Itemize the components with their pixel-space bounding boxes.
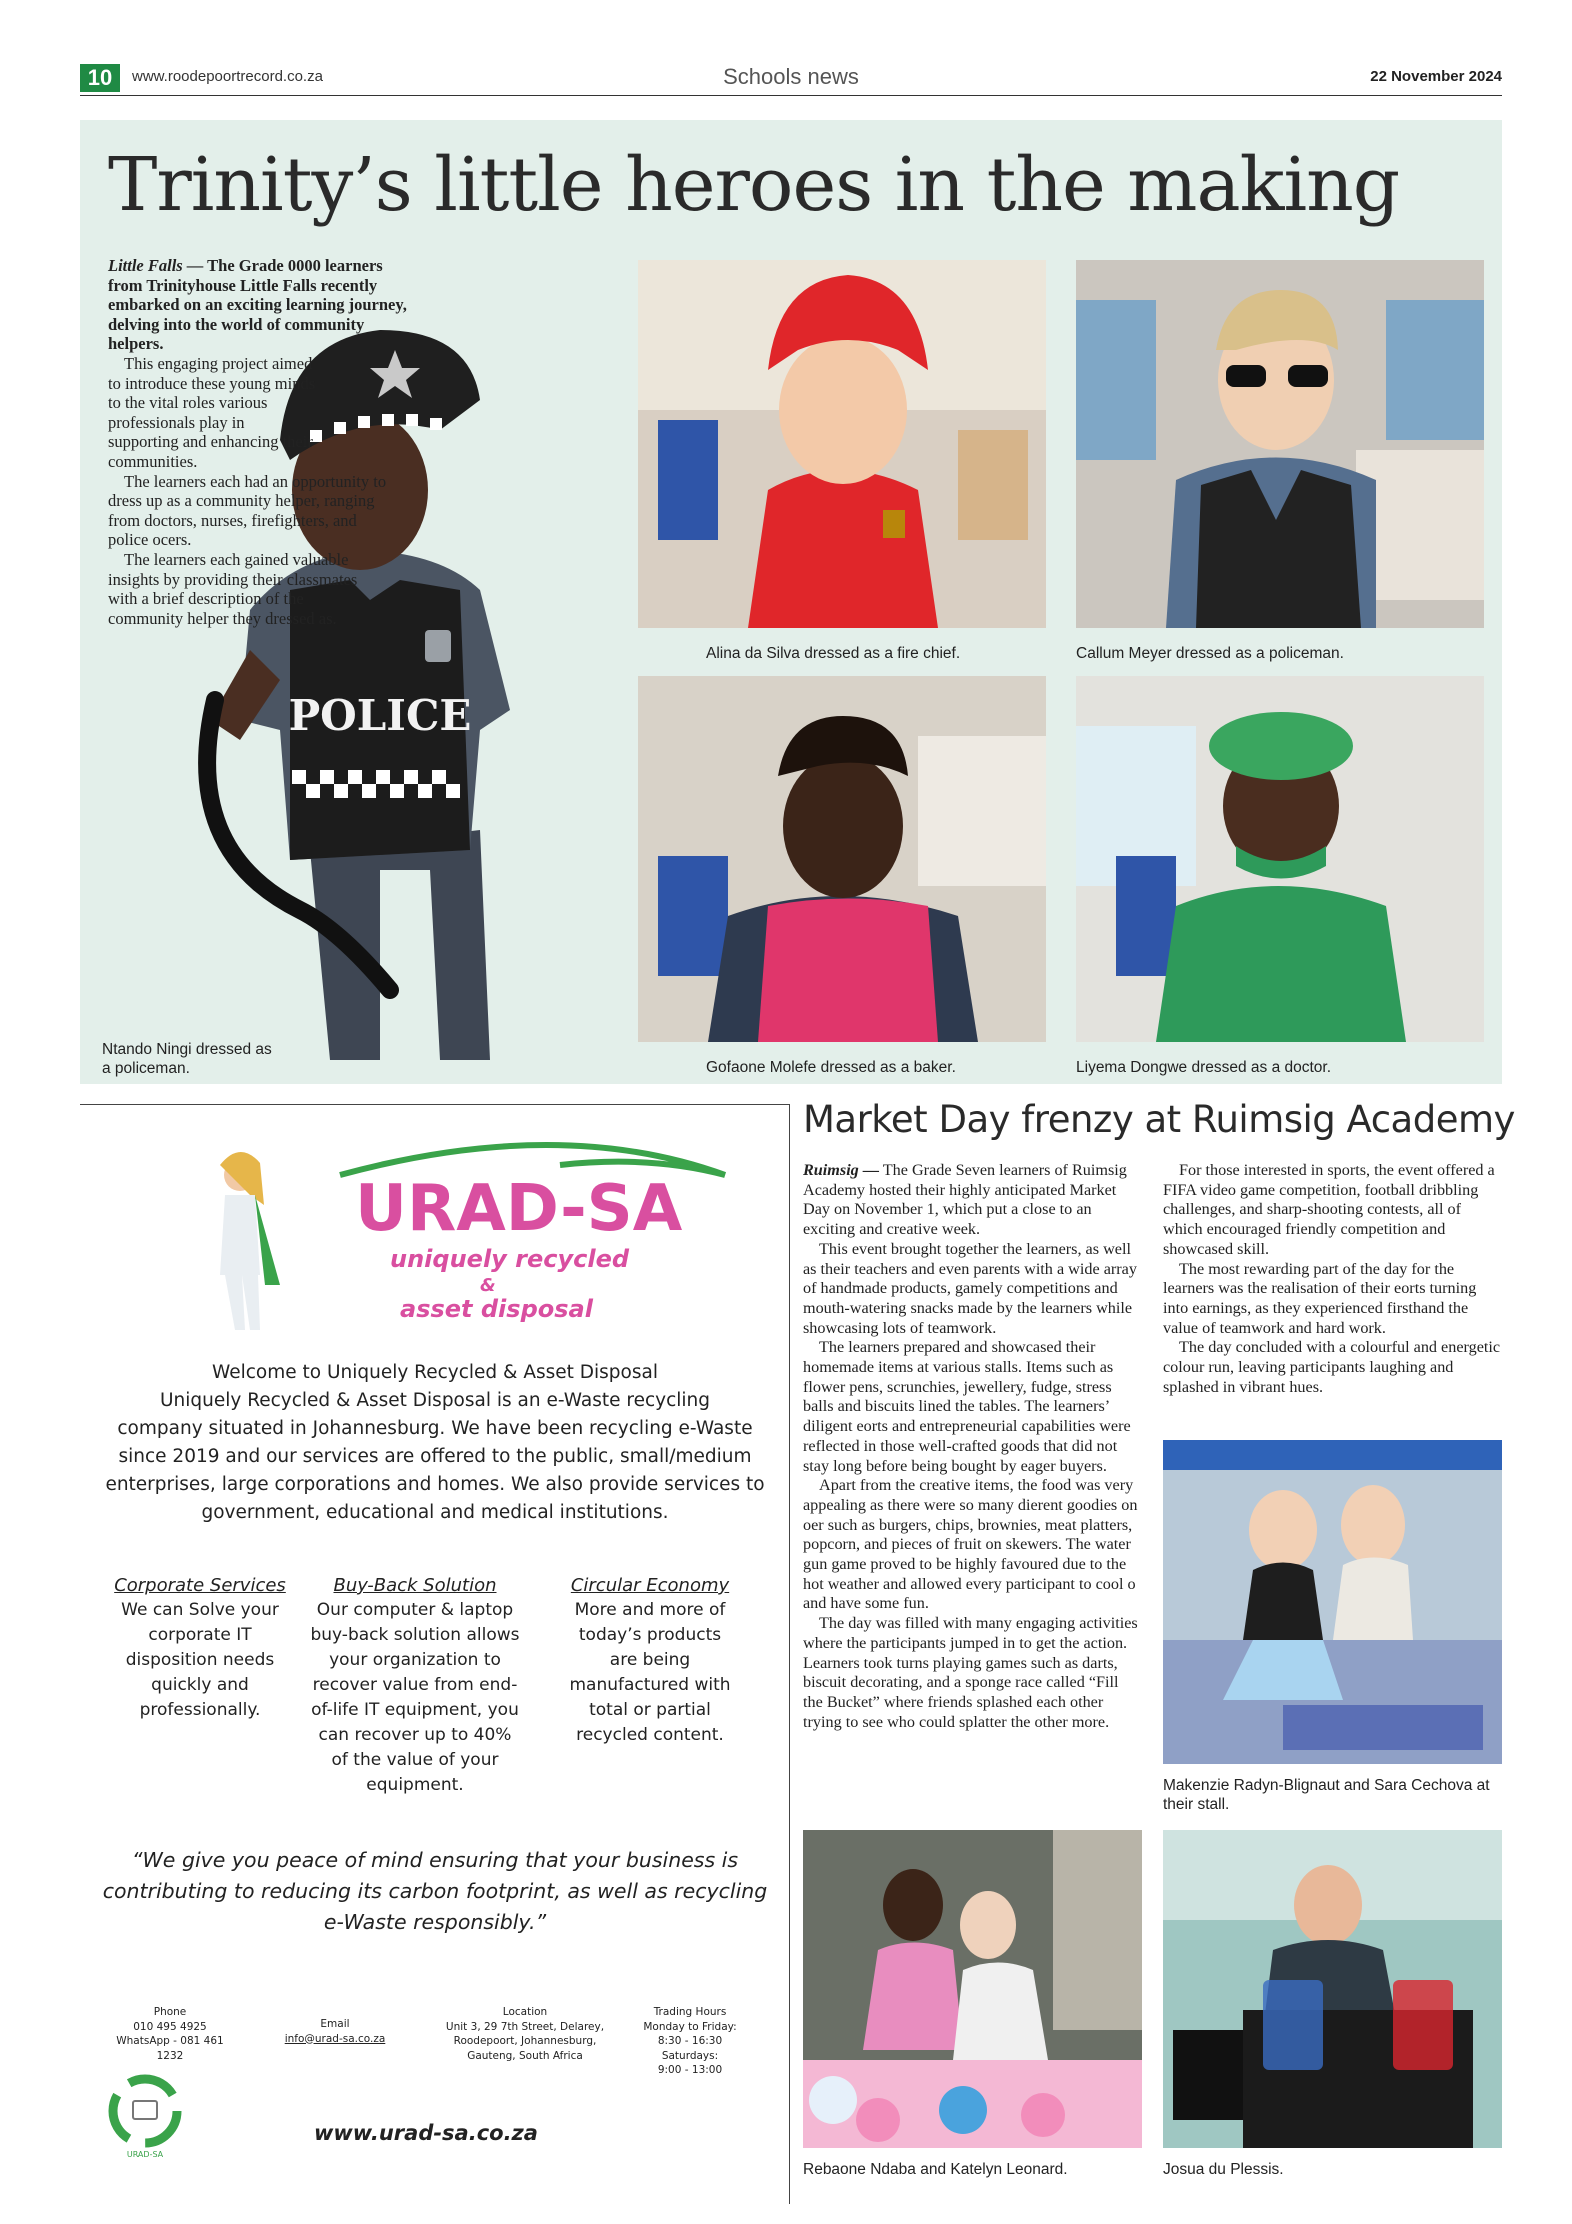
caption-callum: Callum Meyer dressed as a policeman. [1076,645,1344,662]
intro-paragraph: The learners each had an opportunity to dress up as a community helper, ranging from doctors, nurses, firefighters, and police ocers. [108,471,387,550]
service-title: Circular Economy [570,1575,730,1596]
market-paragraph: The most rewarding part of the day for the learners was the realisation of their eorts turning into earnings, as they experienced firsthand the value of teamwork and hard work. [1163,1259,1477,1337]
page-header [80,64,1502,96]
hours-line: Saturdays: [661,2049,719,2062]
service-circular [565,1573,735,1748]
email-label: Email [320,2018,350,2030]
phone-number[interactable]: 010 495 4925 [133,2020,207,2033]
photo-alina-fire-chief [638,260,1046,628]
phone-label: Phone [153,2006,187,2018]
logo-sub1: uniquely recycled [390,1245,630,1273]
service-title: Corporate Services [114,1575,286,1596]
issue-date: 22 November 2024 [1370,68,1502,85]
urad-sa-advert [80,1104,790,2204]
ad-welcome-text [100,1359,770,1527]
market-paragraph: This event brought together the learners, as well as their teachers and even parents with a wide array of handmade products, gamely competitions and mouth-watering snacks made by the learners while showcasing lots of teamwork. [803,1239,1137,1337]
market-column-2 [1163,1161,1502,1397]
caption-makenzie-sara: Makenzie Radyn-Blignaut and Sara Cechova at their stall. [1163,1777,1490,1813]
website-url[interactable]: www.roodepoortrecord.co.za [132,68,323,85]
recycle-logo-icon [100,2071,190,2161]
hours-line: 8:30 - 16:30 [657,2035,723,2047]
intro-paragraph: The learners each gained valuable insights by providing their classmates with a brief description of the community helper they dressed as. [108,549,358,628]
caption-alina: Alina da Silva dressed as a fire chief. [706,645,961,662]
logo-main: URAD-SA [355,1172,683,1246]
welcome-line: Welcome to Uniquely Recycled & Asset Disposal [212,1362,658,1383]
location-label: Location [502,2006,548,2018]
market-paragraph [803,1161,1142,1240]
hours-line: Monday to Friday: [643,2020,737,2033]
market-paragraph: The day was filled with many engaging activities where the participants jumped in to get the action. Learners took turns playing games such as darts, biscuit decorating, and a sponge race called “Fill the Bucket” where friends splashed each other trying to see who could splatter the other more. [803,1614,1138,1731]
market-paragraph: Apart from the creative items, the food was very appealing as there were so many dierent goodies on oer such as burgers, chips, brownies, meat platters, popcorn, and pieces of fruit on skewers. The water gun game proved to be highly favoured due to the hot weather and allowed every participant to cool o and have some fun. [803,1476,1138,1613]
welcome-line: government, educational and medical institutions. [201,1502,669,1523]
ad-quote: “We give you peace of mind ensuring that your business is contributing to reducing its carbon footprint, as well as recycling e-Waste responsibly.” [102,1848,768,1934]
heroine-mascot-icon [220,1152,280,1330]
photo-callum-policeman [1076,260,1484,628]
location-line: Roodepoort, Johannesburg, [453,2035,597,2047]
welcome-line: Uniquely Recycled & Asset Disposal is an e-Waste recycling [159,1390,711,1411]
service-buyback [310,1573,520,1798]
market-paragraph: The day concluded with a colourful and energetic colour run, leaving participants laughing and splashed in vibrant hues. [1163,1338,1501,1396]
feature-headline: Trinity’s little heroes in the making [108,142,1400,228]
contact-phone [110,2005,230,2063]
photo-liyema-doctor [1076,676,1484,1042]
market-paragraph: For those interested in sports, the event offered a FIFA video game competition, football dribbling challenges, and sharp-shooting contests, all of which encouraged friendly competition and showcased skill. [1163,1161,1495,1258]
logo-sub2: asset disposal [400,1295,593,1323]
welcome-line: company situated in Johannesburg. We have been recycling e-Waste [117,1418,753,1439]
trinity-feature [80,120,1502,1084]
police-vest-text: POLICE [288,691,472,740]
market-lead-text: The Grade Seven learners of Ruimsig Academy hosted their highly anticipated Market Day on November 1, which put a close to an exciting and creative week. [803,1161,1127,1239]
hours-line: 9:00 - 13:00 [657,2064,723,2076]
welcome-line: since 2019 and our services are offered to the public, small/medium [118,1446,752,1467]
photo-josua [1163,1830,1502,2148]
caption-rebaone-katelyn: Rebaone Ndaba and Katelyn Leonard. [803,2161,1068,2178]
small-logo-text: URAD-SA [126,2150,164,2159]
photo-gofaone-baker [638,676,1046,1042]
market-paragraph: The learners prepared and showcased their homemade items at various stalls. Items such as flower pens, scrunchies, jewellery, fudge, stress balls and biscuits lined the tables. The learners’ diligent eorts and entrepreneurial capabilities were reflected in those well-crafted goods that did not stay long before being bought by eager buyers. [803,1338,1131,1475]
hours-label: Trading Hours [653,2006,727,2018]
page-number: 10 [80,64,120,92]
market-column-1 [803,1161,1142,1732]
service-body: More and more of today’s products are being manufactured with total or partial recycled content. [569,1600,731,1745]
ad-website[interactable]: www.urad-sa.co.za [314,2121,538,2145]
section-title: Schools news [723,64,859,89]
intro-lead-text: The Grade 0000 learners from Trinityhouse Little Falls recently embarked on an exciting learning journey, delving into the world of community helpers. [108,256,407,354]
caption-ntando: Ntando Ningi dressed as a policeman. [102,1041,272,1077]
feature-intro [108,256,408,628]
market-dateline: Ruimsig — [803,1161,880,1179]
intro-paragraph: This engaging project aimed to introduce these young minds to the vital roles various professionals play in supporting and enhancing their communities. [108,353,316,471]
location-line: Gauteng, South Africa [467,2049,583,2062]
intro-lead-paragraph [108,256,408,354]
photo-makenzie-sara-stall [1163,1440,1502,1764]
intro-dateline: Little Falls — [108,256,204,275]
caption-gofaone: Gofaone Molefe dressed as a baker. [706,1059,956,1076]
welcome-line: enterprises, large corporations and homes. We also provide services to [105,1474,765,1495]
market-headline: Market Day frenzy at Ruimsig Academy [803,1098,1515,1141]
caption-liyema: Liyema Dongwe dressed as a doctor. [1076,1059,1332,1076]
whatsapp-number[interactable]: WhatsApp - 081 461 1232 [116,2035,224,2062]
service-title: Buy-Back Solution [333,1575,497,1596]
contact-hours [640,2005,740,2078]
email-link[interactable]: info@urad-sa.co.za [284,2032,386,2045]
photo-rebaone-katelyn [803,1830,1142,2148]
service-corporate [110,1573,290,1723]
location-line: Unit 3, 29 7th Street, Delarey, [445,2020,605,2033]
service-body: We can Solve your corporate IT disposition needs quickly and professionally. [121,1600,279,1720]
caption-josua: Josua du Plessis. [1163,2161,1284,2178]
service-body: Our computer & laptop buy-back solution allows your organization to recover value from end-of-life IT equipment, you can recover up to 40% of the value of your equipment. [310,1600,520,1795]
urad-sa-logo [180,1135,730,1335]
contact-email [280,2017,390,2046]
contact-location [440,2005,610,2063]
logo-amp: & [480,1275,496,1296]
